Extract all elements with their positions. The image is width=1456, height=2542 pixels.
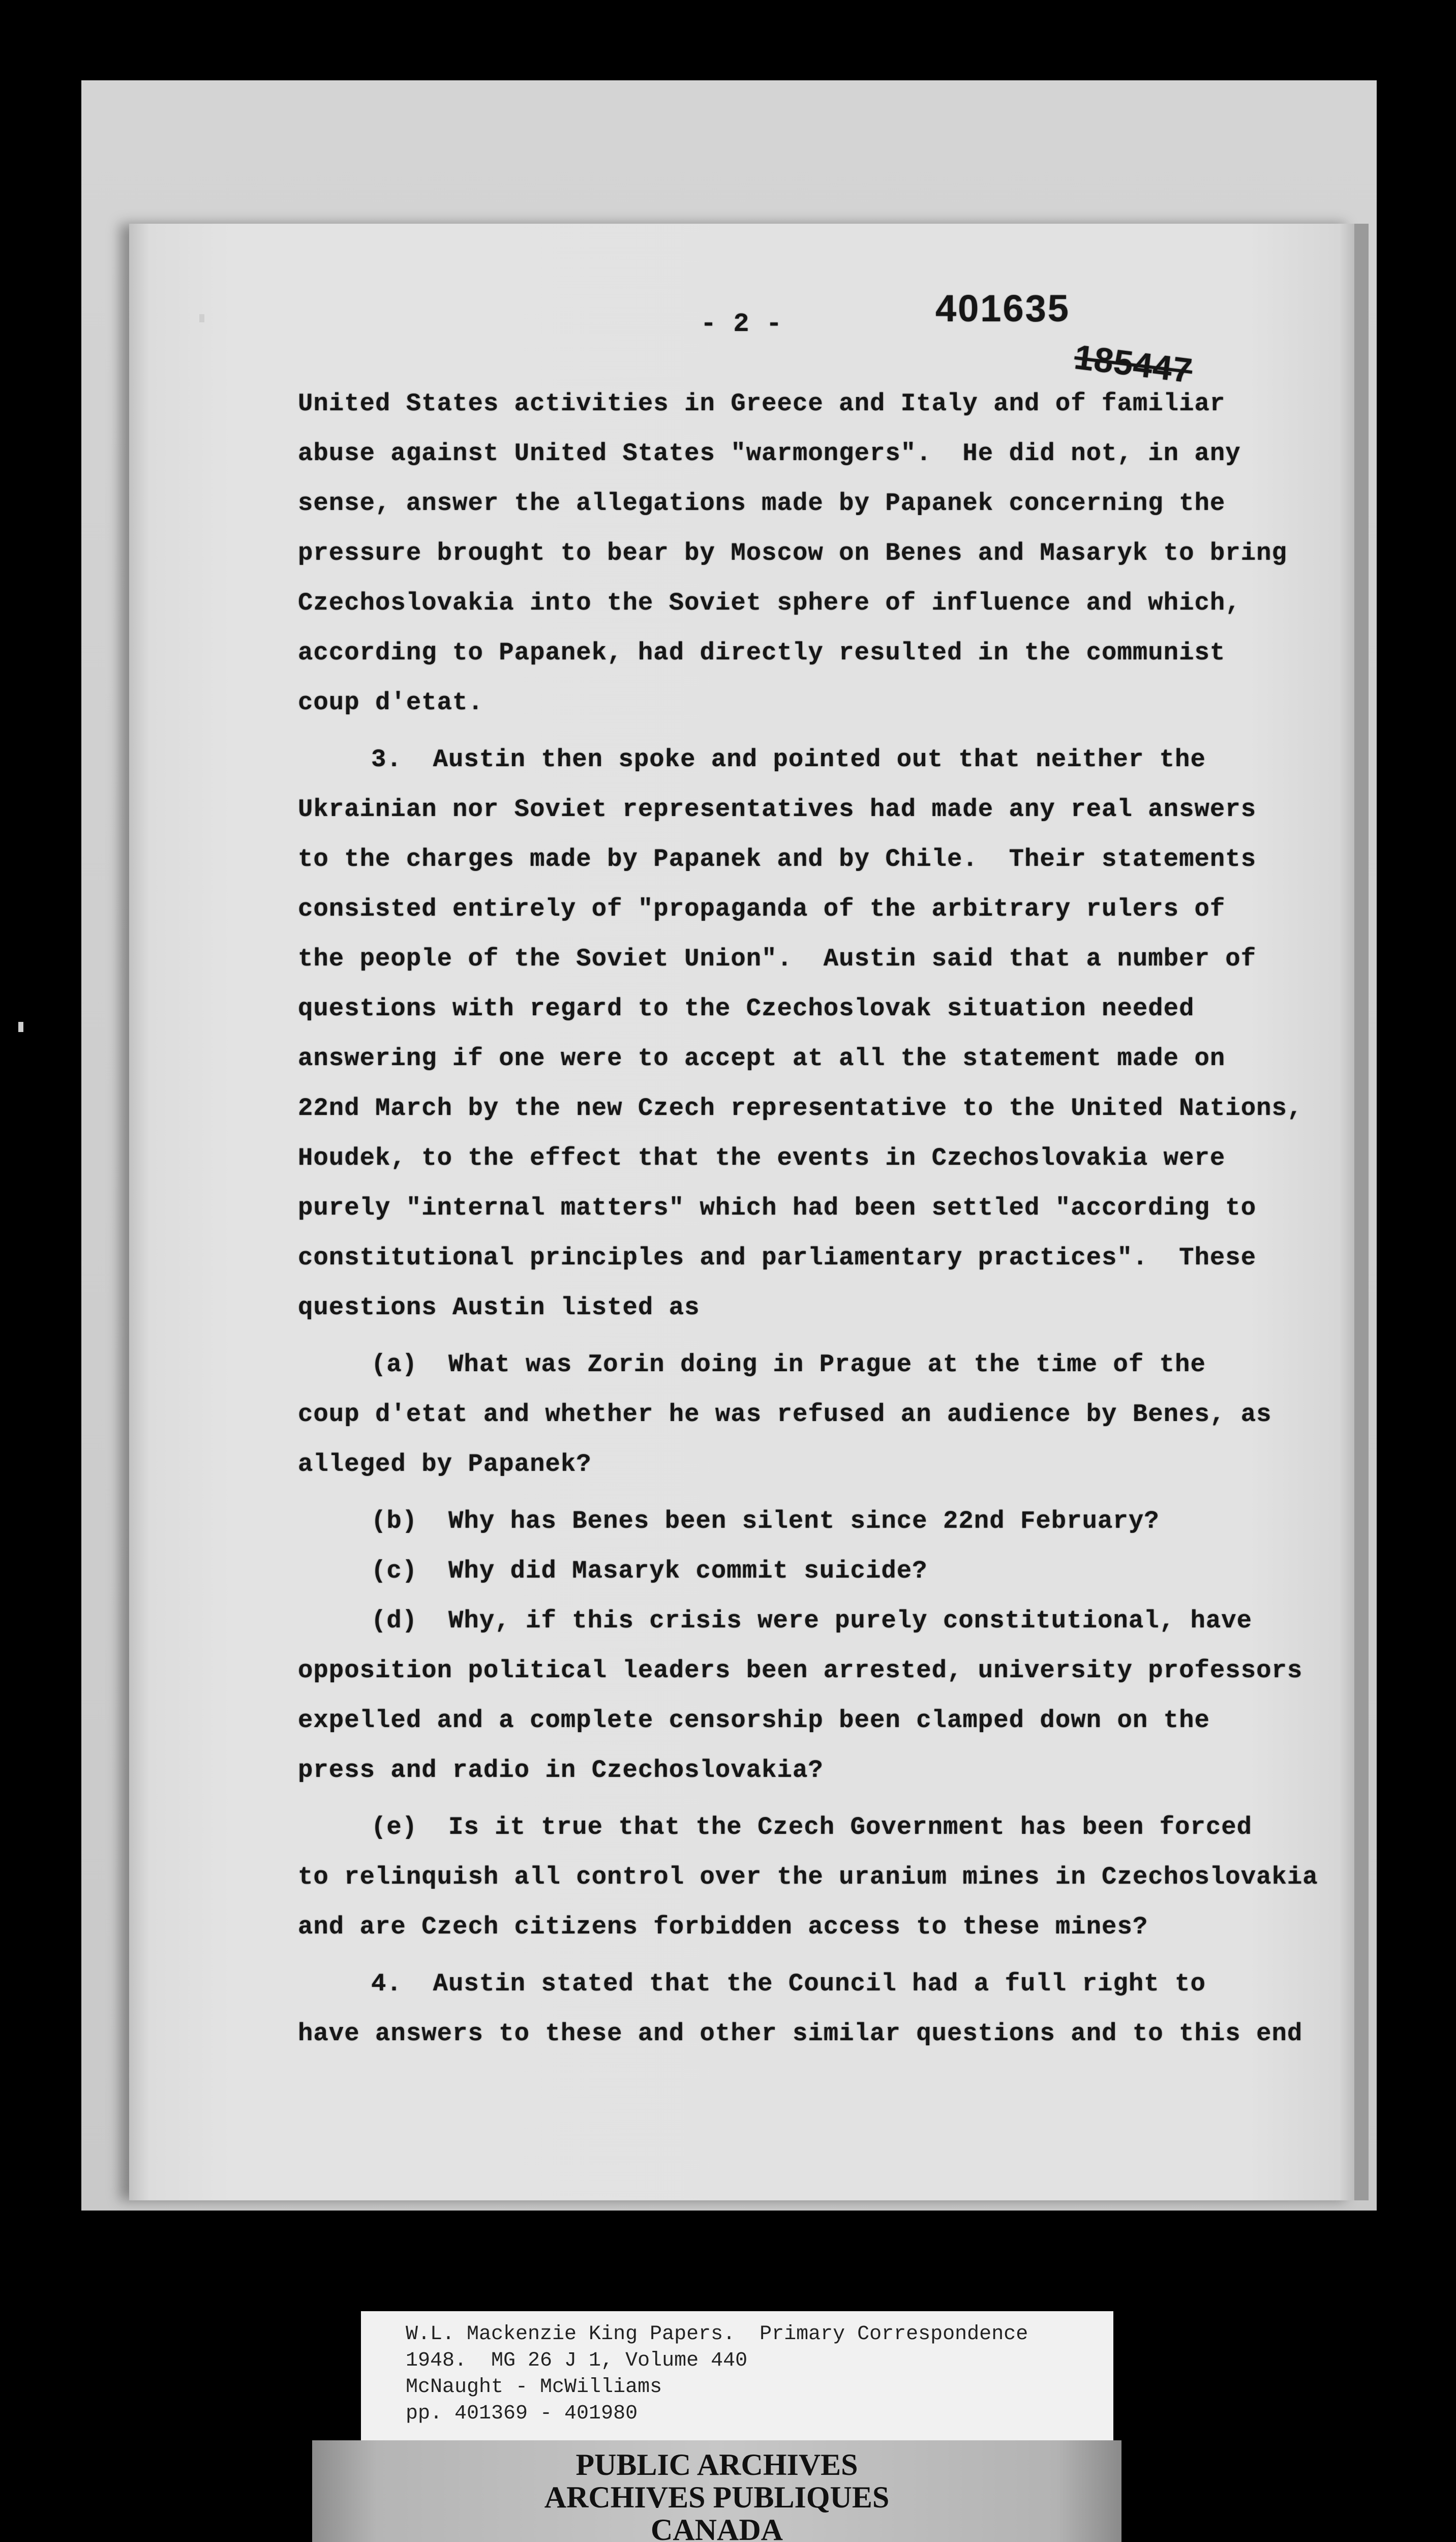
question-d: (d) Why, if this crisis were purely constitutional, have xyxy=(371,1607,1253,1635)
sheet-edge xyxy=(1354,224,1369,2200)
label-line-pages: pp. 401369 - 401980 xyxy=(406,2402,638,2425)
text-line: purely "internal matters" which had been settled "according to xyxy=(298,1194,1257,1222)
text-line: expelled and a complete censorship been clamped down on the xyxy=(298,1706,1210,1735)
text-line: and are Czech citizens forbidden access to these mines? xyxy=(298,1913,1148,1941)
scan-speck xyxy=(18,1022,23,1032)
page-number: - 2 - xyxy=(701,309,783,339)
label-line-papers: W.L. Mackenzie King Papers. Primary Correspondence xyxy=(406,2323,1028,2346)
scan-speck xyxy=(199,314,204,322)
archives-stamp xyxy=(312,2440,1121,2542)
text-line: pressure brought to bear by Moscow on Benes and Masaryk to bring xyxy=(298,539,1287,567)
label-line-names: McNaught - McWilliams xyxy=(406,2376,662,2399)
question-e: (e) Is it true that the Czech Government has been forced xyxy=(371,1813,1253,1841)
text-line: coup d'etat. xyxy=(298,688,483,717)
text-line: United States activities in Greece and Italy and of familiar xyxy=(298,389,1226,418)
text-line: Czechoslovakia into the Soviet sphere of influence and which, xyxy=(298,589,1241,617)
text-line: according to Papanek, had directly resulted in the communist xyxy=(298,639,1226,667)
question-b: (b) Why has Benes been silent since 22nd February? xyxy=(371,1507,1160,1535)
stamp-line-en: PUBLIC ARCHIVES xyxy=(575,2448,858,2482)
text-line: press and radio in Czechoslovakia? xyxy=(298,1756,824,1784)
question-a: (a) What was Zorin doing in Prague at the time of the xyxy=(371,1350,1206,1379)
archive-number: 401635 xyxy=(935,287,1070,329)
text-line: consisted entirely of "propaganda of the arbitrary rulers of xyxy=(298,895,1226,923)
text-line: coup d'etat and whether he was refused an audience by Benes, as xyxy=(298,1400,1272,1429)
text-line: sense, answer the allegations made by Papanek concerning the xyxy=(298,489,1226,518)
text-line: 22nd March by the new Czech representative to the United Nations, xyxy=(298,1094,1303,1123)
text-line: have answers to these and other similar questions and to this end xyxy=(298,2019,1303,2048)
text-line: opposition political leaders been arrested, university professors xyxy=(298,1656,1303,1685)
text-line: to relinquish all control over the uranium mines in Czechoslovakia xyxy=(298,1863,1318,1891)
paragraph-3-start: 3. Austin then spoke and pointed out that neither the xyxy=(371,745,1206,774)
paragraph-4-start: 4. Austin stated that the Council had a full right to xyxy=(371,1970,1206,1998)
question-c: (c) Why did Masaryk commit suicide? xyxy=(371,1557,928,1585)
archive-label xyxy=(361,2311,1113,2445)
text-line: the people of the Soviet Union". Austin said that a number of xyxy=(298,945,1257,973)
text-line: answering if one were to accept at all the statement made on xyxy=(298,1044,1226,1073)
text-line: Houdek, to the effect that the events in Czechoslovakia were xyxy=(298,1144,1226,1172)
text-line: abuse against United States "warmongers". He did not, in any xyxy=(298,439,1241,468)
old-number: 185447 xyxy=(1072,338,1195,390)
text-line: to the charges made by Papanek and by Chile. Their statements xyxy=(298,845,1257,873)
text-line: alleged by Papanek? xyxy=(298,1450,592,1478)
text-line: questions with regard to the Czechoslovak situation needed xyxy=(298,994,1195,1023)
text-line: questions Austin listed as xyxy=(298,1293,700,1322)
stamp-line-fr: ARCHIVES PUBLIQUES xyxy=(544,2480,890,2514)
text-line: constitutional principles and parliamentary practices". These xyxy=(298,1244,1257,1272)
text-line: Ukrainian nor Soviet representatives had made any real answers xyxy=(298,795,1257,824)
stamp-line-country: CANADA xyxy=(651,2513,783,2542)
label-line-volume: 1948. MG 26 J 1, Volume 440 xyxy=(406,2349,748,2372)
